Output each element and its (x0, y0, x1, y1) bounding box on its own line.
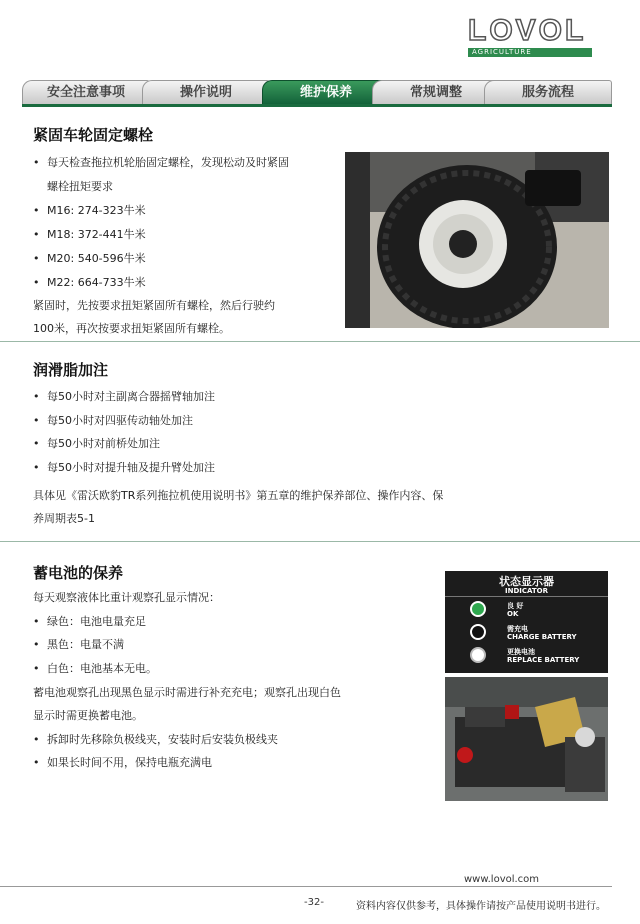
list-item: • M18: 372-441牛米 (33, 226, 146, 242)
list-item: • 如果长时间不用，保持电瓶充满电 (33, 754, 212, 770)
list-item: • M16: 274-323牛米 (33, 202, 146, 218)
section-tabs (22, 80, 612, 104)
green-status-icon (470, 601, 486, 617)
logo-subtitle: AGRICULTURE (468, 48, 592, 57)
list-item: • 每50小时对提升轴及提升臂处加注 (33, 459, 215, 475)
paragraph: 每天观察液体比重计观察孔显示情况： (33, 591, 220, 604)
tab-maintenance[interactable]: 维护保养 (262, 80, 390, 104)
footer-divider (0, 886, 612, 887)
indicator-subtitle: INDICATOR (504, 587, 548, 595)
indicator-label-replace: 更换电池 REPLACE BATTERY (507, 648, 580, 664)
list-item: • 黑色：电量不满 (33, 636, 124, 652)
battery-indicator-panel (445, 571, 608, 673)
indicator-label-charge: 需充电 CHARGE BATTERY (507, 625, 577, 641)
lovol-logo (468, 16, 616, 56)
tab-underline (22, 104, 612, 107)
indicator-divider (445, 596, 608, 597)
list-item: • 拆卸时先移除负极线夹，安装时后安装负极线夹 (33, 731, 278, 747)
tab-operation[interactable]: 操作说明 (142, 80, 270, 104)
page-number: -32- (304, 897, 324, 908)
tab-adjustment[interactable]: 常规调整 (372, 80, 500, 104)
tab-service[interactable]: 服务流程 (484, 80, 612, 104)
paragraph: 蓄电池观察孔出现黑色显示时需进行补充充电；观察孔出现白色 (33, 686, 341, 699)
section-title-grease: 润滑脂加注 (33, 361, 109, 379)
battery-photo (445, 677, 608, 801)
paragraph: 养周期表5-1 (33, 512, 95, 525)
logo-wordmark: LOVOL (468, 14, 587, 47)
footer-note: 资料内容仅供参考，具体操作请按产品使用说明书进行。 (356, 901, 606, 912)
list-item-continued: 螺栓扭矩要求 (47, 180, 113, 193)
list-item: • 每天检查拖拉机轮胎固定螺栓，发现松动及时紧固 (33, 154, 289, 170)
list-item: • 绿色：电池电量充足 (33, 613, 146, 629)
divider (0, 541, 640, 542)
list-item: • 每50小时对主副离合器摇臂轴加注 (33, 388, 215, 404)
list-item: • M20: 540-596牛米 (33, 250, 146, 266)
section-title-wheel-bolts: 紧固车轮固定螺栓 (33, 126, 154, 144)
list-item: • M22: 664-733牛米 (33, 274, 146, 290)
section-title-battery: 蓄电池的保养 (33, 564, 124, 582)
paragraph: 显示时需更换蓄电池。 (33, 709, 143, 722)
black-status-icon (470, 624, 486, 640)
white-status-icon (470, 647, 486, 663)
footer-url[interactable]: www.lovol.com (464, 874, 540, 885)
divider (0, 341, 640, 342)
indicator-title: 状态显示器 (499, 575, 554, 588)
tab-safety[interactable]: 安全注意事项 (22, 80, 150, 104)
tire-photo (345, 152, 609, 328)
list-item: • 每50小时对前桥处加注 (33, 435, 160, 451)
paragraph: 具体见《雷沃欧豹TR系列拖拉机使用说明书》第五章的维护保养部位、操作内容、保 (33, 489, 444, 502)
list-item: • 白色：电池基本无电。 (33, 660, 157, 676)
paragraph: 紧固时，先按要求扭矩紧固所有螺栓，然后行驶约 (33, 299, 275, 312)
list-item: • 每50小时对四驱传动轴处加注 (33, 412, 193, 428)
paragraph: 100米，再次按要求扭矩紧固所有螺栓。 (33, 322, 230, 335)
indicator-label-ok: 良 好 OK (507, 602, 524, 618)
